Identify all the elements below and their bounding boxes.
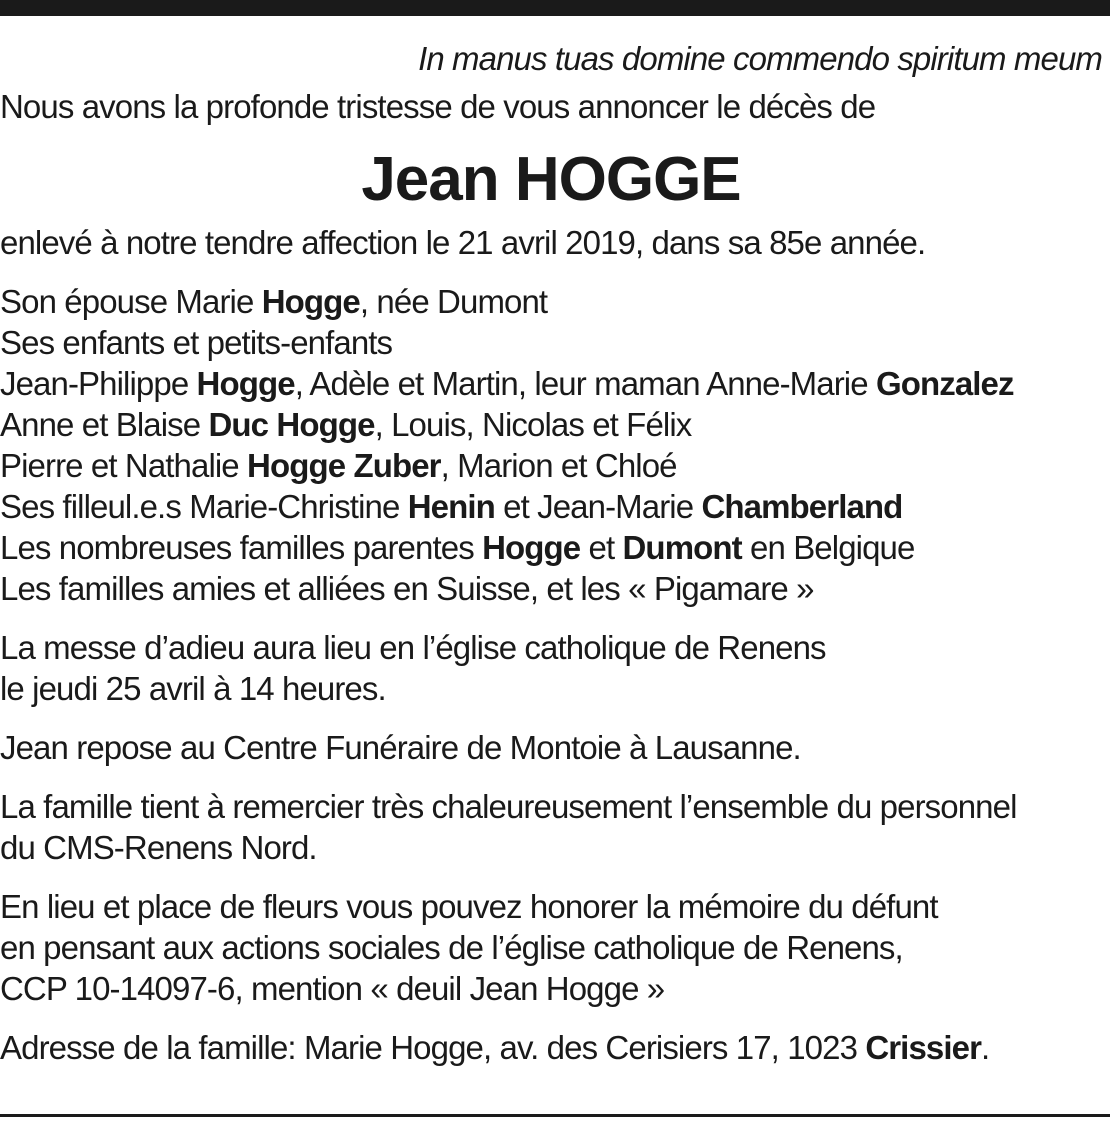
family-children-heading: Ses enfants et petits-enfants <box>0 324 393 361</box>
bottom-rule <box>0 1114 1110 1117</box>
passing-text: enlevé à notre tendre affection le 21 avril 2019, dans sa 85e année. <box>0 224 926 261</box>
donation-line-2: en pensant aux actions sociales de l’église catholique de Renens, <box>0 929 903 966</box>
donation-info <box>0 886 1102 1009</box>
intro-text: Nous avons la profonde tristesse de vous annoncer le décès de <box>0 88 876 125</box>
donation-line-1: En lieu et place de fleurs vous pouvez honorer la mémoire du défunt <box>0 888 938 925</box>
thanks-line-1: La famille tient à remercier très chaleureusement l’ensemble du personnel <box>0 788 1017 825</box>
family-list <box>0 281 1102 609</box>
family-friends: Les familles amies et alliées en Suisse, et les « Pigamare » <box>0 570 814 607</box>
thanks-info <box>0 786 1102 868</box>
motto: In manus tuas domine commendo spiritum meum <box>418 40 1102 77</box>
family-child-2: Anne et Blaise Duc Hogge, Louis, Nicolas et Félix <box>0 406 692 443</box>
family-godchildren: Ses filleul.e.s Marie-Christine Henin et Jean-Marie Chamberland <box>0 488 903 525</box>
family-spouse: Son épouse Marie Hogge, née Dumont <box>0 283 548 320</box>
family-address: Adresse de la famille: Marie Hogge, av. des Cerisiers 17, 1023 Crissier. <box>0 1029 990 1066</box>
thanks-line-2: du CMS-Renens Nord. <box>0 829 317 866</box>
family-child-1: Jean-Philippe Hogge, Adèle et Martin, leur maman Anne-Marie Gonzalez <box>0 365 1014 402</box>
deceased-name: Jean HOGGE <box>361 145 741 214</box>
repose-info: Jean repose au Centre Funéraire de Montoie à Lausanne. <box>0 729 801 766</box>
donation-line-3: CCP 10-14097-6, mention « deuil Jean Hogge » <box>0 970 665 1007</box>
mass-line-2: le jeudi 25 avril à 14 heures. <box>0 670 386 707</box>
death-notice <box>0 38 1102 1068</box>
top-rule <box>0 0 1110 16</box>
family-relatives: Les nombreuses familles parentes Hogge et Dumont en Belgique <box>0 529 915 566</box>
mass-line-1: La messe d’adieu aura lieu en l’église catholique de Renens <box>0 629 826 666</box>
mass-info <box>0 627 1102 709</box>
family-child-3: Pierre et Nathalie Hogge Zuber, Marion et Chloé <box>0 447 677 484</box>
